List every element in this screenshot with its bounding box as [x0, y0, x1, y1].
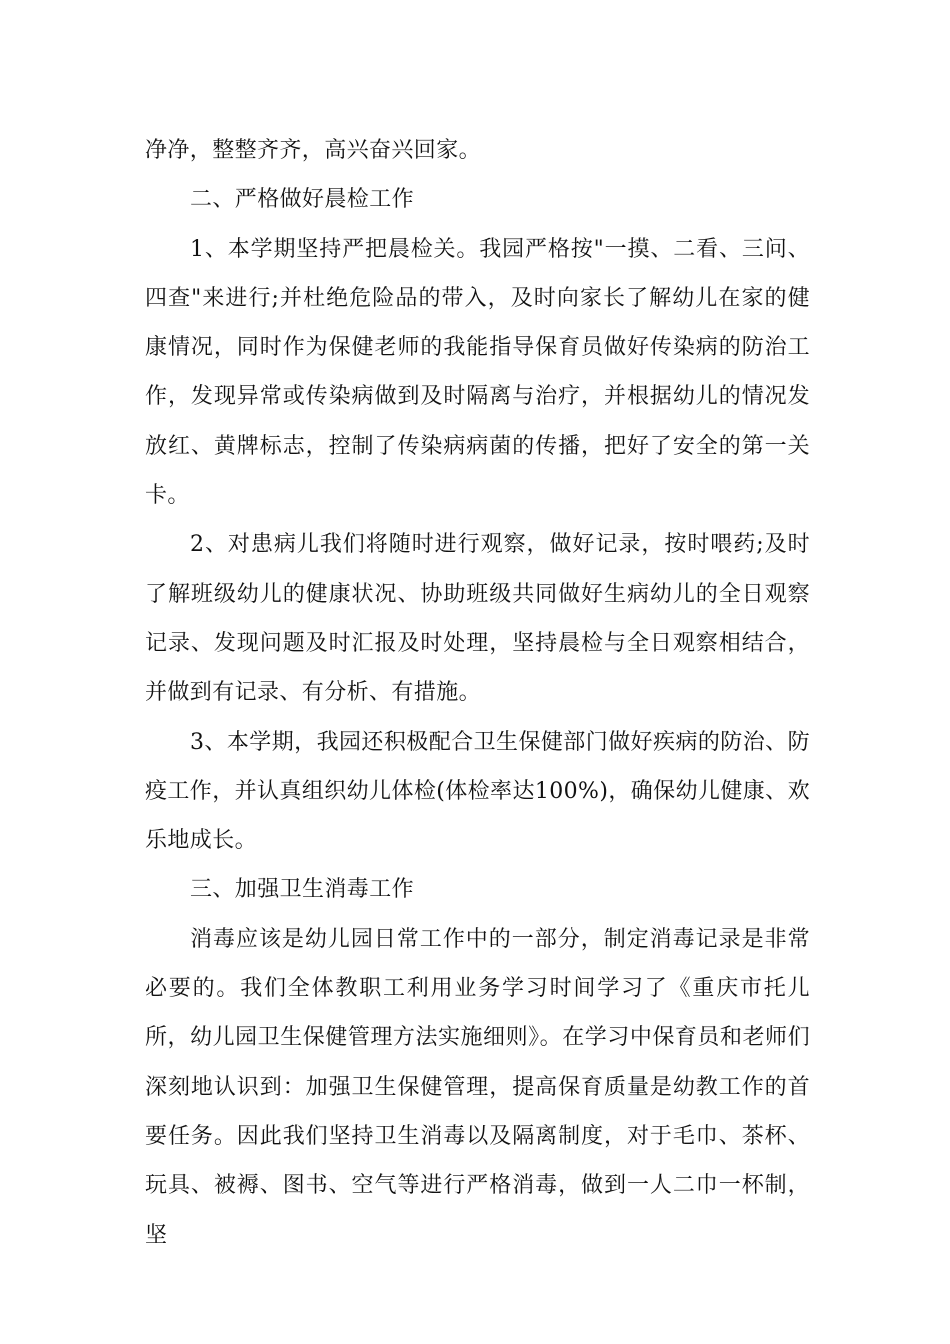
section-heading-disinfection: 三、加强卫生消毒工作 [190, 877, 415, 903]
section-heading-morning-check: 二、严格做好晨检工作 [190, 187, 415, 213]
paragraph-item-1: 1、本学期坚持严把晨检关。我园严格按"一摸、二看、三问、四查"来进行;并杜绝危险品的带入，及时向家长了解幼儿在家的健康情况，同时作为保健老师的我能指导保育员做好传染病的防治工作，发现异常或传染病做到及时隔离与治疗，并根据幼儿的情况发放红、黄牌标志，控制了传染病病菌的传播，把好了安全的第一关卡。 [145, 236, 810, 509]
paragraph-disinfection: 消毒应该是幼儿园日常工作中的一部分，制定消毒记录是非常必要的。我们全体教职工利用业务学习时间学习了《重庆市托儿所，幼儿园卫生保健管理方法实施细则》。在学习中保育员和老师们深刻地认识到：加强卫生保健管理，提高保育质量是幼教工作的首要任务。因此我们坚持卫生消毒以及隔离制度，对于毛巾、茶杯、玩具、被褥、图书、空气等进行严格消毒，做到一人二巾一杯制，坚 [145, 926, 810, 1248]
paragraph-item-2: 2、对患病儿我们将随时进行观察，做好记录，按时喂药;及时了解班级幼儿的健康状况、协助班级共同做好生病幼儿的全日观察记录、发现问题及时汇报及时处理，坚持晨检与全日观察相结合，并做到有记录、有分析、有措施。 [145, 532, 810, 706]
document-body [145, 126, 810, 1260]
paragraph-item-3: 3、本学期，我园还积极配合卫生保健部门做好疾病的防治、防疫工作，并认真组织幼儿体检(体检率达100%)，确保幼儿健康、欢乐地成长。 [145, 729, 810, 854]
paragraph-continuation: 净净，整整齐齐，高兴奋兴回家。 [145, 138, 482, 163]
